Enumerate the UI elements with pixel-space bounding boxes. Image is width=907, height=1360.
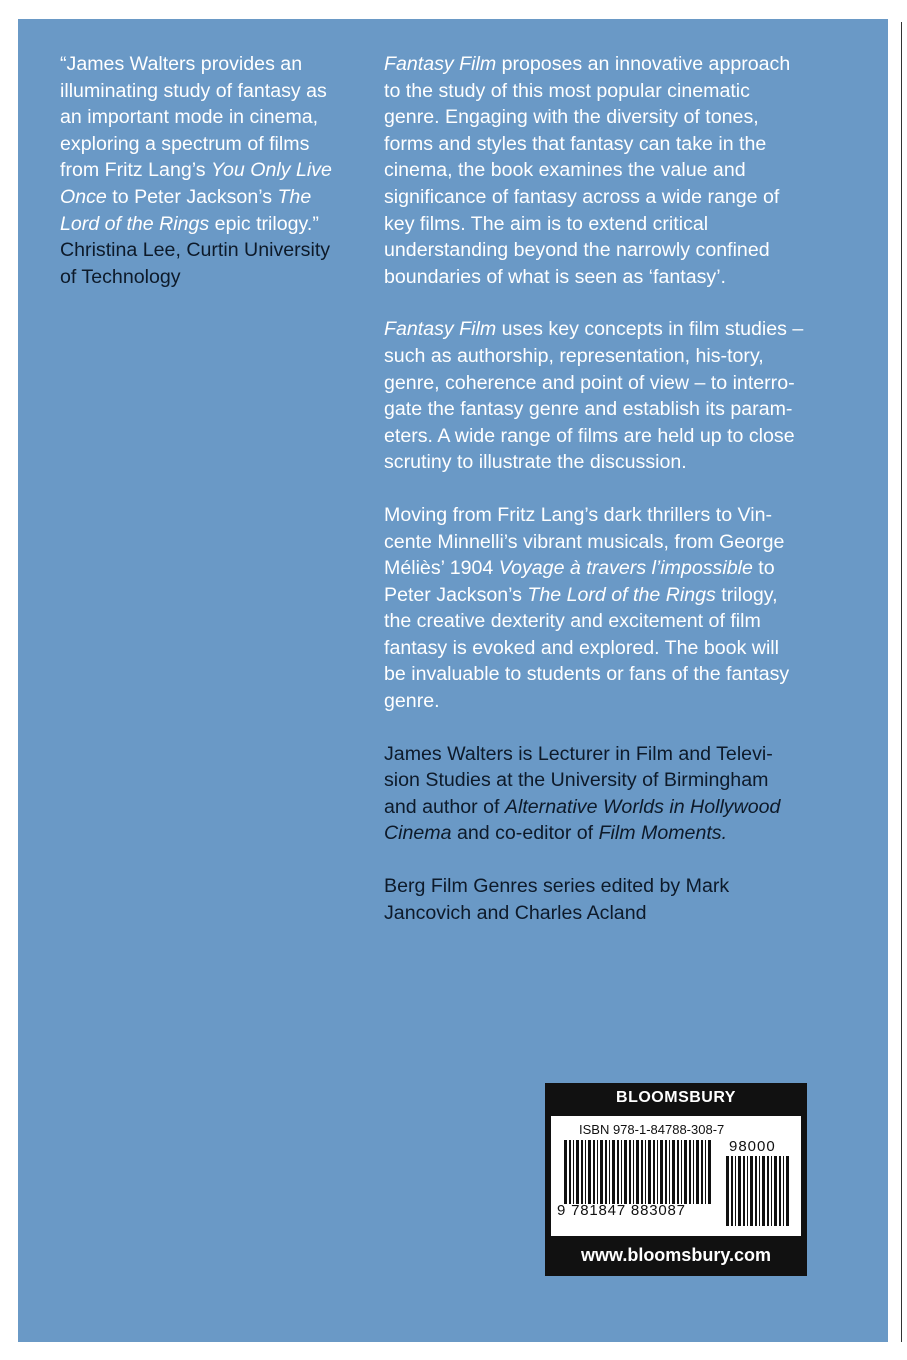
author-bio-text: is Lecturer in Film and Televi-sion Studies at the University of Birmingham and author of Alternative Worlds in Hollywood Cinema and co-editor of Film Moments. <box>384 742 781 845</box>
author-name: James Walters <box>384 742 513 765</box>
publisher-logo: BLOOMSBURY <box>616 1089 736 1106</box>
blurb-paragraph-1: Fantasy Film proposes an innovative approach to the study of this most popular cinematic genre. Engaging with the diversity of tones, forms and styles that fantasy can take in the cinema, the book examines the value and significance of fantasy across a wide range of key films. The aim is to extend critical understanding beyond the narrowly confined boundaries of what is seen as ‘fantasy’. <box>384 53 791 288</box>
quote-text: “James Walters provides an illuminating study of fantasy as an important mode in cinema, exploring a spectrum of films from Fritz Lang’s You Only Live Once to Peter Jackson’s The Lord of the Rings epic trilogy.” <box>60 53 332 235</box>
quote-attribution: Christina Lee, Curtin University of Technology <box>60 239 331 288</box>
isbn-barcode <box>564 1140 714 1204</box>
endorsement-quote <box>60 51 350 290</box>
barcode-area <box>551 1116 801 1236</box>
isbn-label: ISBN 978-1-84788-308-7 <box>579 1122 725 1137</box>
publisher-url: www.bloomsbury.com <box>580 1245 772 1265</box>
ean-digits: 9 781847 883087 <box>557 1202 686 1219</box>
barcode-panel <box>545 1083 807 1276</box>
spine-edge <box>901 22 902 1342</box>
blurb-paragraph-2: Fantasy Film uses key concepts in film studies – such as authorship, representation, his-tory, genre, coherence and point of view – to interro-gate the fantasy genre and establish its param-eters. A wide range of films are held up to close scrutiny to illustrate the discussion. <box>384 318 804 474</box>
blurb <box>384 51 804 952</box>
author-bio <box>384 741 804 847</box>
price-code: 98000 <box>729 1138 776 1155</box>
blurb-paragraph-3: Moving from Fritz Lang’s dark thrillers to Vin-cente Minnelli’s vibrant musicals, from George Méliès’ 1904 Voyage à travers l’impossible to Peter Jackson’s The Lord of the Rings trilogy, the creative dexterity and excitement of film fantasy is evoked and explored. The book will be invaluable to students or fans of the fantasy genre. <box>384 503 790 713</box>
series-credit: Berg Film Genres series edited by Mark Jancovich and Charles Acland <box>384 875 730 924</box>
price-barcode <box>726 1156 790 1226</box>
